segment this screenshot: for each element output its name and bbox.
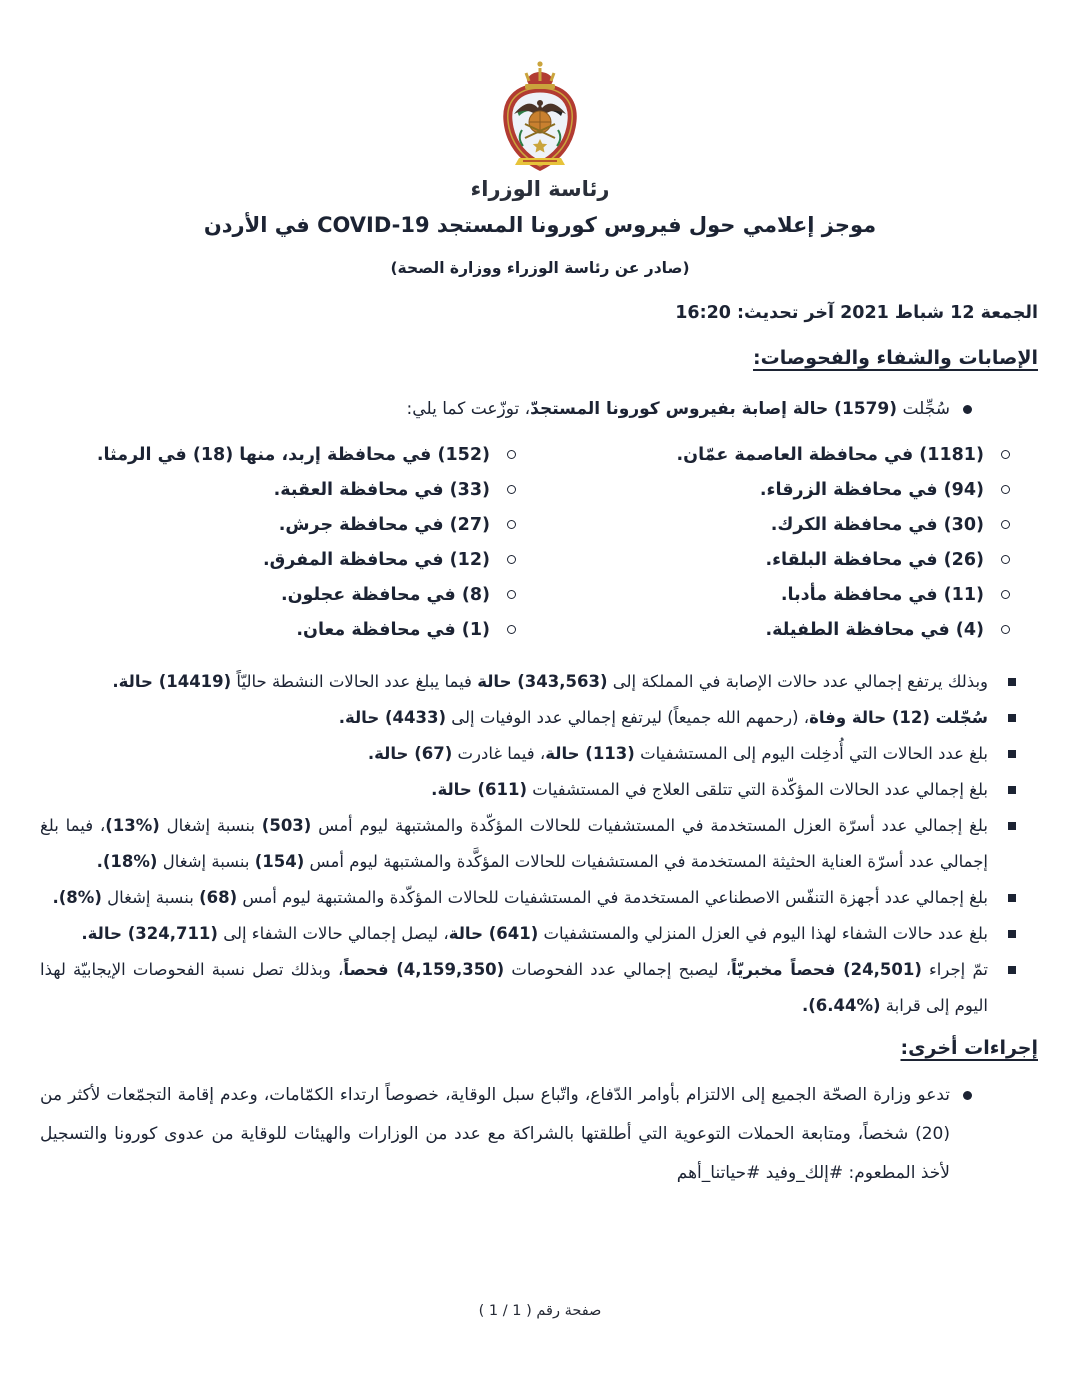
section-heading-other: إجراءات أخرى: xyxy=(900,1037,1038,1059)
governorates-list xyxy=(28,438,1016,648)
intro-bullet xyxy=(40,390,950,428)
circle-bullet-icon xyxy=(507,485,516,494)
stat-text: سُجّلت (12) حالة وفاة، (رحمهم الله جميعاً) ليرتفع إجمالي عدد الوفيات إلى (4433) حالة. xyxy=(338,708,988,727)
governorate-item xyxy=(28,578,522,613)
date-line: الجمعة 12 شباط 2021 آخر تحديث: 16:20 xyxy=(675,303,1038,323)
bullet-dot-icon xyxy=(963,405,972,414)
circle-bullet-icon xyxy=(1001,485,1010,494)
other-measures-text: تدعو وزارة الصحّة الجميع إلى الالتزام بأوامر الدّفاع، واتّباع سبل الوقاية، خصوصاً ارتداء الكمّامات، وعدم إقامة التجمّعات لأكثر من (20) شخصاً، ومتابعة الحملات التوعوية التي أطلقتها بالشراكة مع عدد من الوزارات والهيئات للوقاية من عدوى كورونا والتسجيل لأخذ المطعوم: #إلك_وفيد #حياتنا_أهم xyxy=(40,1085,950,1183)
governorate-item xyxy=(522,473,1016,508)
governorate-text: (8) في محافظة عجلون. xyxy=(280,585,490,605)
stat-item xyxy=(40,880,988,916)
logo-caption: رئاسة الوزراء xyxy=(470,177,610,201)
stat-text: بلغ عدد حالات الشفاء لهذا اليوم في العزل المنزلي والمستشفيات (641) حالة، ليصل إجمالي حالات الشفاء إلى (324,711) حالة. xyxy=(81,924,988,943)
governorate-item xyxy=(28,508,522,543)
document-title: موجز إعلامي حول فيروس كورونا المستجد COVID-19 في الأردن xyxy=(203,213,877,237)
stats-list xyxy=(40,664,988,1024)
governorate-text: (12) في محافظة المفرق. xyxy=(262,550,490,570)
jordan-coat-of-arms-icon xyxy=(481,58,599,174)
governorate-item xyxy=(28,613,522,648)
square-bullet-icon xyxy=(1008,678,1016,686)
circle-bullet-icon xyxy=(507,555,516,564)
stat-text: بلغ إجمالي عدد أسرّة العزل المستخدمة في المستشفيات للحالات المؤكّدة والمشتبهة ليوم أمس (503) بنسبة إشغال (%13)، فيما بلغ إجمالي عدد أسرّة العناية الحثيثة المستخدمة في المستشفيات للحالات المؤكَّدة والمشتبهة ليوم أمس (154) بنسبة إشغال (%18). xyxy=(40,816,988,871)
governorate-item xyxy=(522,578,1016,613)
stat-text: بلغ عدد الحالات التي أُدخِلت اليوم إلى المستشفيات (113) حالة، فيما غادرت (67) حالة. xyxy=(367,744,988,763)
stat-text: بلغ إجمالي عدد أجهزة التنفّس الاصطناعي المستخدمة في المستشفيات للحالات المؤكّدة والمشتبهة ليوم أمس (68) بنسبة إشغال (%8). xyxy=(52,888,988,907)
circle-bullet-icon xyxy=(507,590,516,599)
governorate-text: (1) في محافظة معان. xyxy=(296,620,490,640)
circle-bullet-icon xyxy=(1001,590,1010,599)
governorates-col-left xyxy=(28,438,522,648)
circle-bullet-icon xyxy=(507,520,516,529)
other-measures-bullet xyxy=(40,1076,950,1193)
circle-bullet-icon xyxy=(507,625,516,634)
stat-text: وبذلك يرتفع إجمالي عدد حالات الإصابة في المملكة إلى (343,563) حالة فيما يبلغ عدد الحالات النشطة حاليّاً (14419) حالة. xyxy=(112,672,988,691)
square-bullet-icon xyxy=(1008,966,1016,974)
circle-bullet-icon xyxy=(1001,625,1010,634)
square-bullet-icon xyxy=(1008,894,1016,902)
logo xyxy=(0,0,1080,202)
stat-item xyxy=(40,916,988,952)
governorate-text: (33) في محافظة العقبة. xyxy=(273,480,490,500)
square-bullet-icon xyxy=(1008,750,1016,758)
stat-text: بلغ إجمالي عدد الحالات المؤكّدة التي تتلقى العلاج في المستشفيات (611) حالة. xyxy=(431,780,988,799)
governorate-item xyxy=(522,543,1016,578)
stat-text: تمّ إجراء (24,501) فحصاً مخبريّاً، ليصبح إجمالي عدد الفحوصات (4,159,350) فحصاً، وبذلك تصل نسبة الفحوصات الإيجابيّة لهذا اليوم إلى قرابة (%6.44). xyxy=(40,960,989,1015)
section-heading-cases: الإصابات والشفاء والفحوصات: xyxy=(753,347,1038,369)
circle-bullet-icon xyxy=(1001,450,1010,459)
circle-bullet-icon xyxy=(507,450,516,459)
governorate-text: (1181) في محافظة العاصمة عمّان. xyxy=(676,445,984,465)
stat-item xyxy=(40,808,988,880)
governorate-text: (152) في محافظة إربد، منها (18) في الرمثا. xyxy=(96,445,490,465)
circle-bullet-icon xyxy=(1001,555,1010,564)
stat-item xyxy=(40,664,988,700)
square-bullet-icon xyxy=(1008,714,1016,722)
square-bullet-icon xyxy=(1008,786,1016,794)
intro-text: سُجِّلت (1579) حالة إصابة بفيروس كورونا المستجدّ، توزّعت كما يلي: xyxy=(406,399,950,419)
governorate-item xyxy=(522,613,1016,648)
governorate-item xyxy=(522,508,1016,543)
governorate-text: (26) في محافظة البلقاء. xyxy=(765,550,984,570)
governorate-item xyxy=(28,543,522,578)
governorate-item xyxy=(28,438,522,473)
governorate-text: (27) في محافظة جرش. xyxy=(278,515,490,535)
document-subtitle: (صادر عن رئاسة الوزراء ووزارة الصحة) xyxy=(390,259,690,277)
governorate-text: (94) في محافظة الزرقاء. xyxy=(759,480,984,500)
governorate-text: (11) في محافظة مأدبا. xyxy=(780,585,984,605)
governorate-text: (4) في محافظة الطفيلة. xyxy=(765,620,984,640)
square-bullet-icon xyxy=(1008,930,1016,938)
governorates-col-right xyxy=(522,438,1016,648)
governorate-item xyxy=(28,473,522,508)
circle-bullet-icon xyxy=(1001,520,1010,529)
governorate-item xyxy=(522,438,1016,473)
stat-item xyxy=(40,736,988,772)
governorate-text: (30) في محافظة الكرك. xyxy=(770,515,984,535)
stat-item xyxy=(40,700,988,736)
bullet-dot-icon xyxy=(963,1091,972,1100)
page-number: صفحة رقم ( 1 / 1 ) xyxy=(478,1303,602,1319)
square-bullet-icon xyxy=(1008,822,1016,830)
stat-item xyxy=(40,952,988,1024)
stat-item xyxy=(40,772,988,808)
